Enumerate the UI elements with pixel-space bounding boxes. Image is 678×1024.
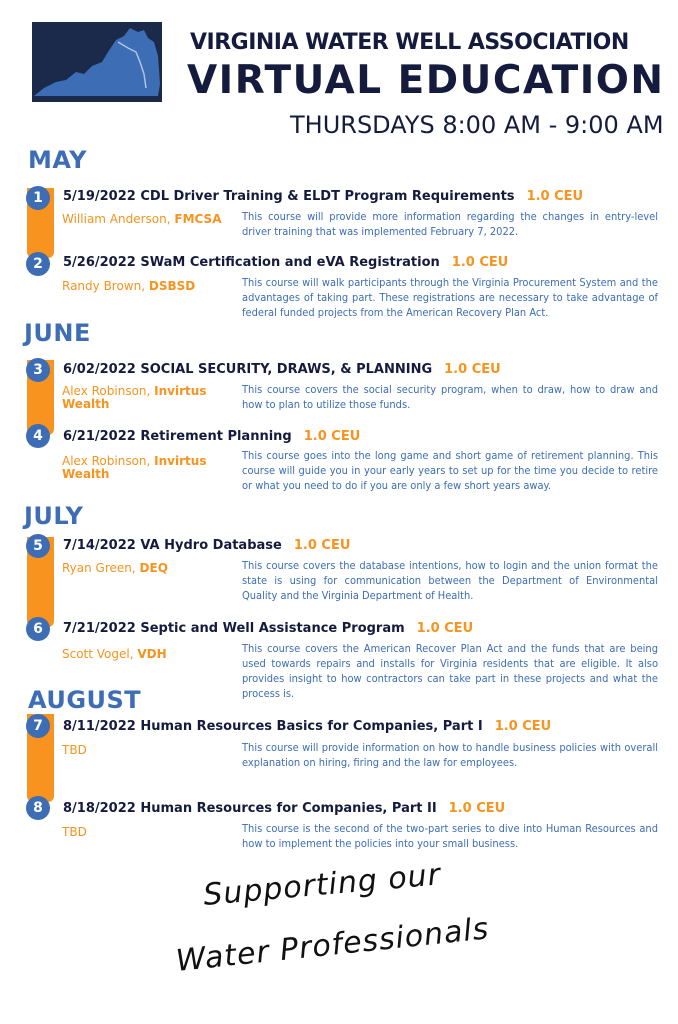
presenter-org: DEQ [139,561,168,575]
course-name: Human Resources for Companies, Part II [140,801,437,816]
ceu-label: 1.0 CEU [303,429,361,444]
course-title [63,621,473,636]
course-name: CDL Driver Training & ELDT Program Requirements [140,189,515,204]
course-title [63,429,360,444]
presenter [62,648,234,661]
course-description: This course covers the social security program, when to draw, how to draw and how to plan to utilize those funds. [242,383,658,411]
presenter [62,455,234,481]
tagline-line-2: Water Professionals [174,911,491,979]
course-date: 7/14/2022 [63,538,136,553]
ceu-label: 1.0 CEU [494,719,552,734]
course-number-badge: 4 [26,424,50,448]
course-description: This course covers the database intentions, how to login and the union format the state is using for communication between the Department of Environmental Quality and the Virginia Department of Health. [242,559,658,602]
course-title [63,719,551,734]
org-name: VIRGINIA WATER WELL ASSOCIATION [190,30,629,55]
presenter [62,280,234,293]
course-title [63,362,501,377]
course-description: This course will provide information on how to handle business policies with overall explanation on hiring, firing and the law for employees. [242,741,658,769]
course-name: Human Resources Basics for Companies, Part I [140,719,483,734]
ceu-label: 1.0 CEU [451,255,509,270]
course-title [63,255,508,270]
presenter-org: Invirtus Wealth [62,454,207,481]
presenter-name: Scott Vogel, [62,647,134,661]
course-date: 8/18/2022 [63,801,136,816]
presenter-org: FMCSA [174,212,222,226]
presenter-name: Alex Robinson, [62,384,151,398]
course-number-badge: 5 [26,534,50,558]
ceu-label: 1.0 CEU [444,362,501,377]
course-description: This course is the second of the two-part series to dive into Human Resources and how to implement the policies into your small business. [242,822,658,850]
presenter-org: VDH [137,647,167,661]
course-number-badge: 3 [26,358,50,382]
presenter-org: Invirtus Wealth [62,384,207,411]
month-heading-august: AUGUST [28,686,142,714]
presenter [62,744,234,757]
presenter-name: TBD [62,825,87,839]
presenter-name: Ryan Green, [62,561,136,575]
presenter-name: Randy Brown, [62,279,146,293]
course-date: 6/02/2022 [63,362,136,377]
course-title [63,189,583,204]
course-name: VA Hydro Database [140,538,282,553]
virginia-map-logo [32,22,162,102]
month-heading-july: JULY [24,502,84,530]
course-date: 8/11/2022 [63,719,136,734]
course-name: Retirement Planning [140,429,292,444]
ceu-label: 1.0 CEU [526,189,584,204]
month-heading-june: JUNE [24,319,91,347]
ceu-label: 1.0 CEU [293,538,351,553]
presenter [62,385,234,411]
presenter [62,213,234,226]
course-description: This course will provide more information regarding the changes in entry-level driver training that was implemented February 7, 2022. [242,210,658,238]
ceu-label: 1.0 CEU [448,801,506,816]
course-number-badge: 7 [26,714,50,738]
ceu-label: 1.0 CEU [416,621,474,636]
presenter-name: Alex Robinson, [62,454,151,468]
presenter-name: TBD [62,743,87,757]
course-number-badge: 2 [26,252,50,276]
course-name: Septic and Well Assistance Program [140,621,405,636]
tagline-line-1: Supporting our [201,857,443,913]
schedule-text: THURSDAYS 8:00 AM - 9:00 AM [290,111,664,139]
course-date: 5/26/2022 [63,255,136,270]
course-name: SWaM Certification and eVA Registration [140,255,440,270]
presenter [62,562,234,575]
course-name: SOCIAL SECURITY, DRAWS, & PLANNING [140,362,433,377]
presenter-name: William Anderson, [62,212,171,226]
course-number-badge: 1 [26,186,50,210]
course-title [63,538,350,553]
presenter [62,826,234,839]
month-heading-may: MAY [28,146,88,174]
program-title: VIRTUAL EDUCATION [187,58,665,103]
course-date: 6/21/2022 [63,429,136,444]
presenter-org: DSBSD [148,279,196,293]
course-description: This course will walk participants through the Virginia Procurement System and the advantages of taking part. These registrations are necessary to take advantage of federal funded projects from the American Recovery Plan Act. [242,276,658,319]
course-date: 7/21/2022 [63,621,136,636]
course-number-badge: 8 [26,796,50,820]
course-number-badge: 6 [26,617,50,641]
course-description: This course goes into the long game and short game of retirement planning. This course will guide you in your early years to set up for the time you decide to retire or what you need to do if you are only a few short years away. [242,449,658,492]
course-title [63,801,505,816]
course-date: 5/19/2022 [63,189,136,204]
course-description: This course covers the American Recover Plan Act and the funds that are being used towards repairs and installs for Virginia residents that are eligible. It also provides insight to how contractors can take part in these projects and what the process is. [242,642,658,700]
